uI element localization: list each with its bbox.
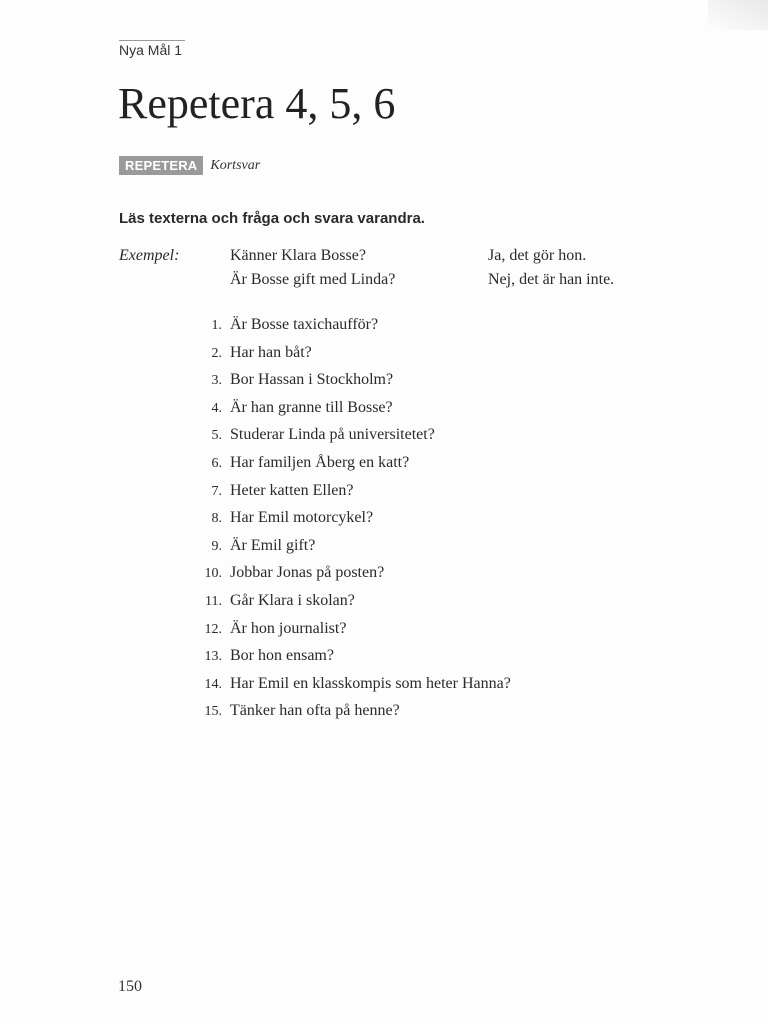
question-text: Har familjen Åberg en katt?	[230, 453, 410, 471]
section-subtitle: Kortsvar	[210, 157, 261, 173]
question-number: 7.	[211, 483, 222, 499]
question-item	[190, 452, 511, 480]
question-item	[190, 590, 511, 618]
question-item	[190, 507, 511, 535]
question-text: Är han granne till Bosse?	[230, 398, 393, 416]
question-item	[190, 480, 511, 508]
question-text: Har Emil motorcykel?	[230, 509, 374, 527]
running-head: Nya Mål 1	[119, 40, 185, 58]
section-label	[119, 156, 260, 175]
example-row	[119, 271, 659, 291]
instruction-text: Läs texterna och fråga och svara varandra.	[119, 210, 425, 227]
question-text: Har han båt?	[230, 343, 312, 361]
question-text: Bor Hassan i Stockholm?	[230, 371, 394, 389]
question-item	[190, 342, 511, 370]
question-item	[190, 562, 511, 590]
question-number: 12.	[204, 621, 222, 637]
example-answer: Ja, det gör hon.	[488, 247, 587, 264]
question-number: 4.	[211, 400, 222, 416]
question-text: Är hon journalist?	[230, 619, 347, 637]
page-number: 150	[118, 978, 142, 995]
repetera-badge: REPETERA	[119, 156, 203, 175]
question-number: 11.	[205, 593, 222, 609]
question-list	[190, 314, 511, 728]
question-item	[190, 673, 511, 701]
question-item	[190, 618, 511, 646]
question-text: Heter katten Ellen?	[230, 481, 354, 499]
question-number: 13.	[204, 649, 222, 665]
example-question: Känner Klara Bosse?	[230, 247, 366, 264]
question-text: Studerar Linda på universitetet?	[230, 426, 435, 444]
example-label: Exempel:	[119, 247, 180, 264]
question-item	[190, 369, 511, 397]
question-item	[190, 700, 511, 728]
question-number: 3.	[211, 373, 222, 389]
question-item	[190, 424, 511, 452]
question-number: 5.	[211, 428, 222, 444]
example-question: Är Bosse gift med Linda?	[230, 271, 396, 288]
question-item	[190, 314, 511, 342]
example-answer: Nej, det är han inte.	[488, 271, 615, 288]
question-number: 15.	[204, 704, 222, 720]
question-text: Är Emil gift?	[230, 536, 316, 554]
question-item	[190, 645, 511, 673]
question-text: Går Klara i skolan?	[230, 591, 355, 609]
question-number: 9.	[211, 538, 222, 554]
page-title: Repetera 4, 5, 6	[118, 79, 396, 128]
page-corner-shadow	[708, 0, 768, 30]
question-number: 1.	[211, 318, 222, 333]
question-number: 2.	[211, 345, 222, 361]
question-text: Bor hon ensam?	[230, 647, 334, 665]
question-text: Tänker han ofta på henne?	[230, 702, 400, 720]
question-number: 14.	[204, 676, 222, 692]
question-item	[190, 535, 511, 563]
question-number: 6.	[211, 455, 222, 471]
question-item	[190, 397, 511, 425]
question-text: Jobbar Jonas på posten?	[230, 564, 385, 582]
question-text: Är Bosse taxichaufför?	[230, 316, 379, 333]
example-row	[119, 247, 659, 267]
question-number: 8.	[211, 511, 222, 527]
question-number: 10.	[204, 566, 222, 582]
question-text: Har Emil en klasskompis som heter Hanna?	[230, 674, 511, 692]
